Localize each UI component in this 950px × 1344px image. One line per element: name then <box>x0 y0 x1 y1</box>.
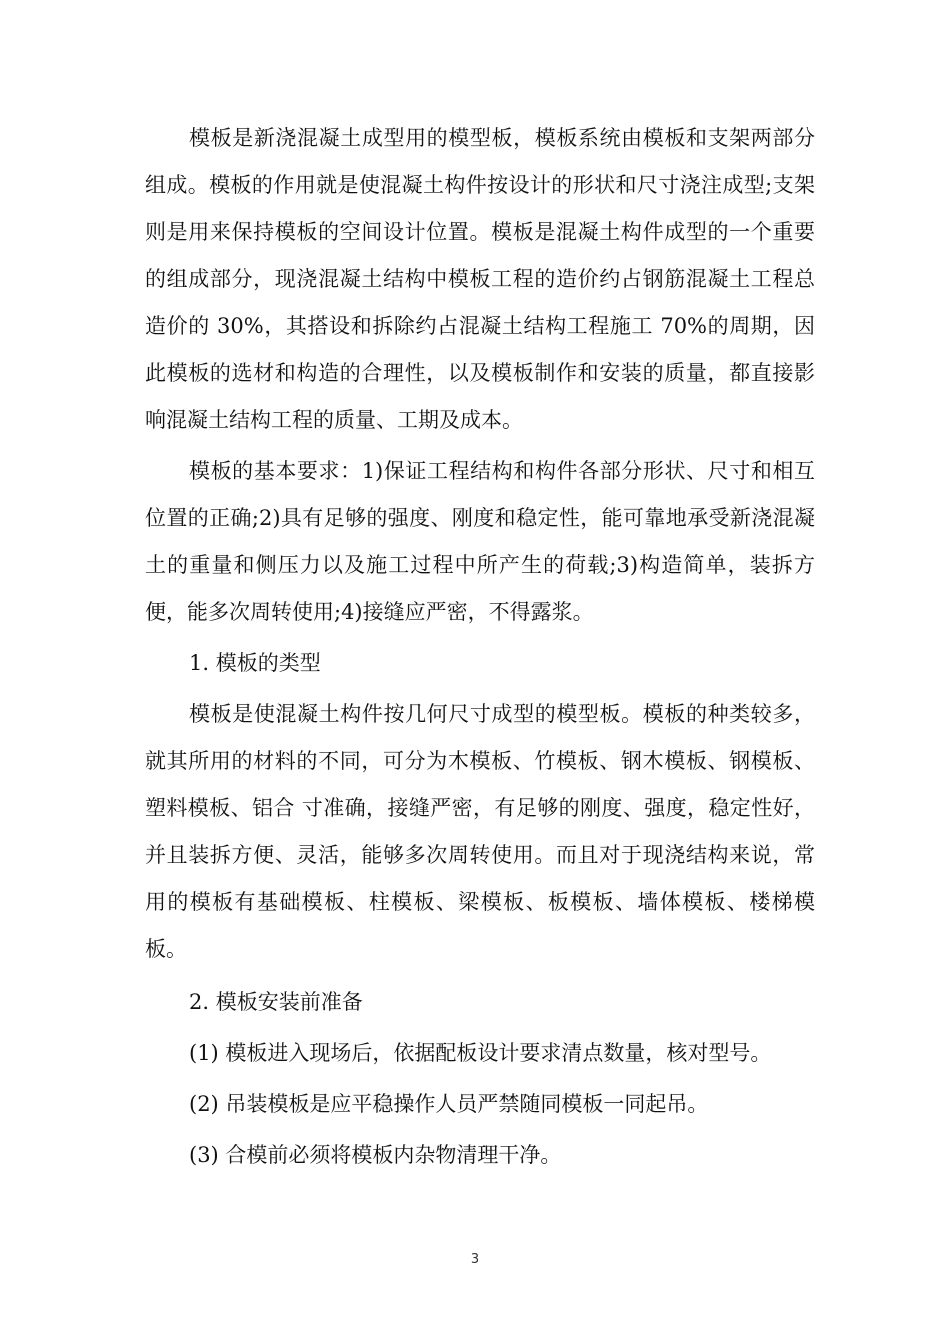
paragraph-formwork-types: 模板是使混凝土构件按几何尺寸成型的模型板。模板的种类较多，就其所用的材料的不同，可分为木模板、竹模板、钢木模板、钢模板、塑料模板、铝合 寸准确，接缝严密，有足够的刚度、强度，稳定性好，并且装拆方便、灵活，能够多次周转使用。而且对于现浇结构来说，常用的模板有基础模板、柱模板、梁模板、板模板、墙体模板、楼梯模板。 <box>145 702 815 961</box>
section-heading-installation-prep: 2. 模板安装前准备 <box>189 990 363 1014</box>
list-item-prep-1: (1) 模板进入现场后，依据配板设计要求清点数量，核对型号。 <box>189 1041 772 1065</box>
page-number: 3 <box>470 1252 480 1267</box>
section-heading-formwork-types: 1. 模板的类型 <box>189 651 321 675</box>
paragraph-formwork-intro: 模板是新浇混凝土成型用的模型板，模板系统由模板和支架两部分组成。模板的作用就是使混凝土构件按设计的形状和尺寸浇注成型;支架则是用来保持模板的空间设计位置。模板是混凝土构件成型的一个重要的组成部分，现浇混凝土结构中模板工程的造价约占钢筋混凝土工程总造价的 30%，其搭设和拆除约占混凝土结构工程施工 70%的周期，因此模板的选材和构造的合理性，以及模板制作和安装的质量，都直接影响混凝土结构工程的质量、工期及成本。 <box>145 126 815 432</box>
paragraph-basic-requirements: 模板的基本要求：1)保证工程结构和构件各部分形状、尺寸和相互位置的正确;2)具有足够的强度、刚度和稳定性，能可靠地承受新浇混凝土的重量和侧压力以及施工过程中所产生的荷载;3)构造简单，装拆方便，能多次周转使用;4)接缝应严密，不得露浆。 <box>145 459 815 624</box>
page-content <box>145 115 815 1179</box>
list-item-prep-2: (2) 吊装模板是应平稳操作人员严禁随同模板一同起吊。 <box>189 1092 709 1116</box>
list-item-prep-3: (3) 合模前必须将模板内杂物清理干净。 <box>189 1143 562 1167</box>
